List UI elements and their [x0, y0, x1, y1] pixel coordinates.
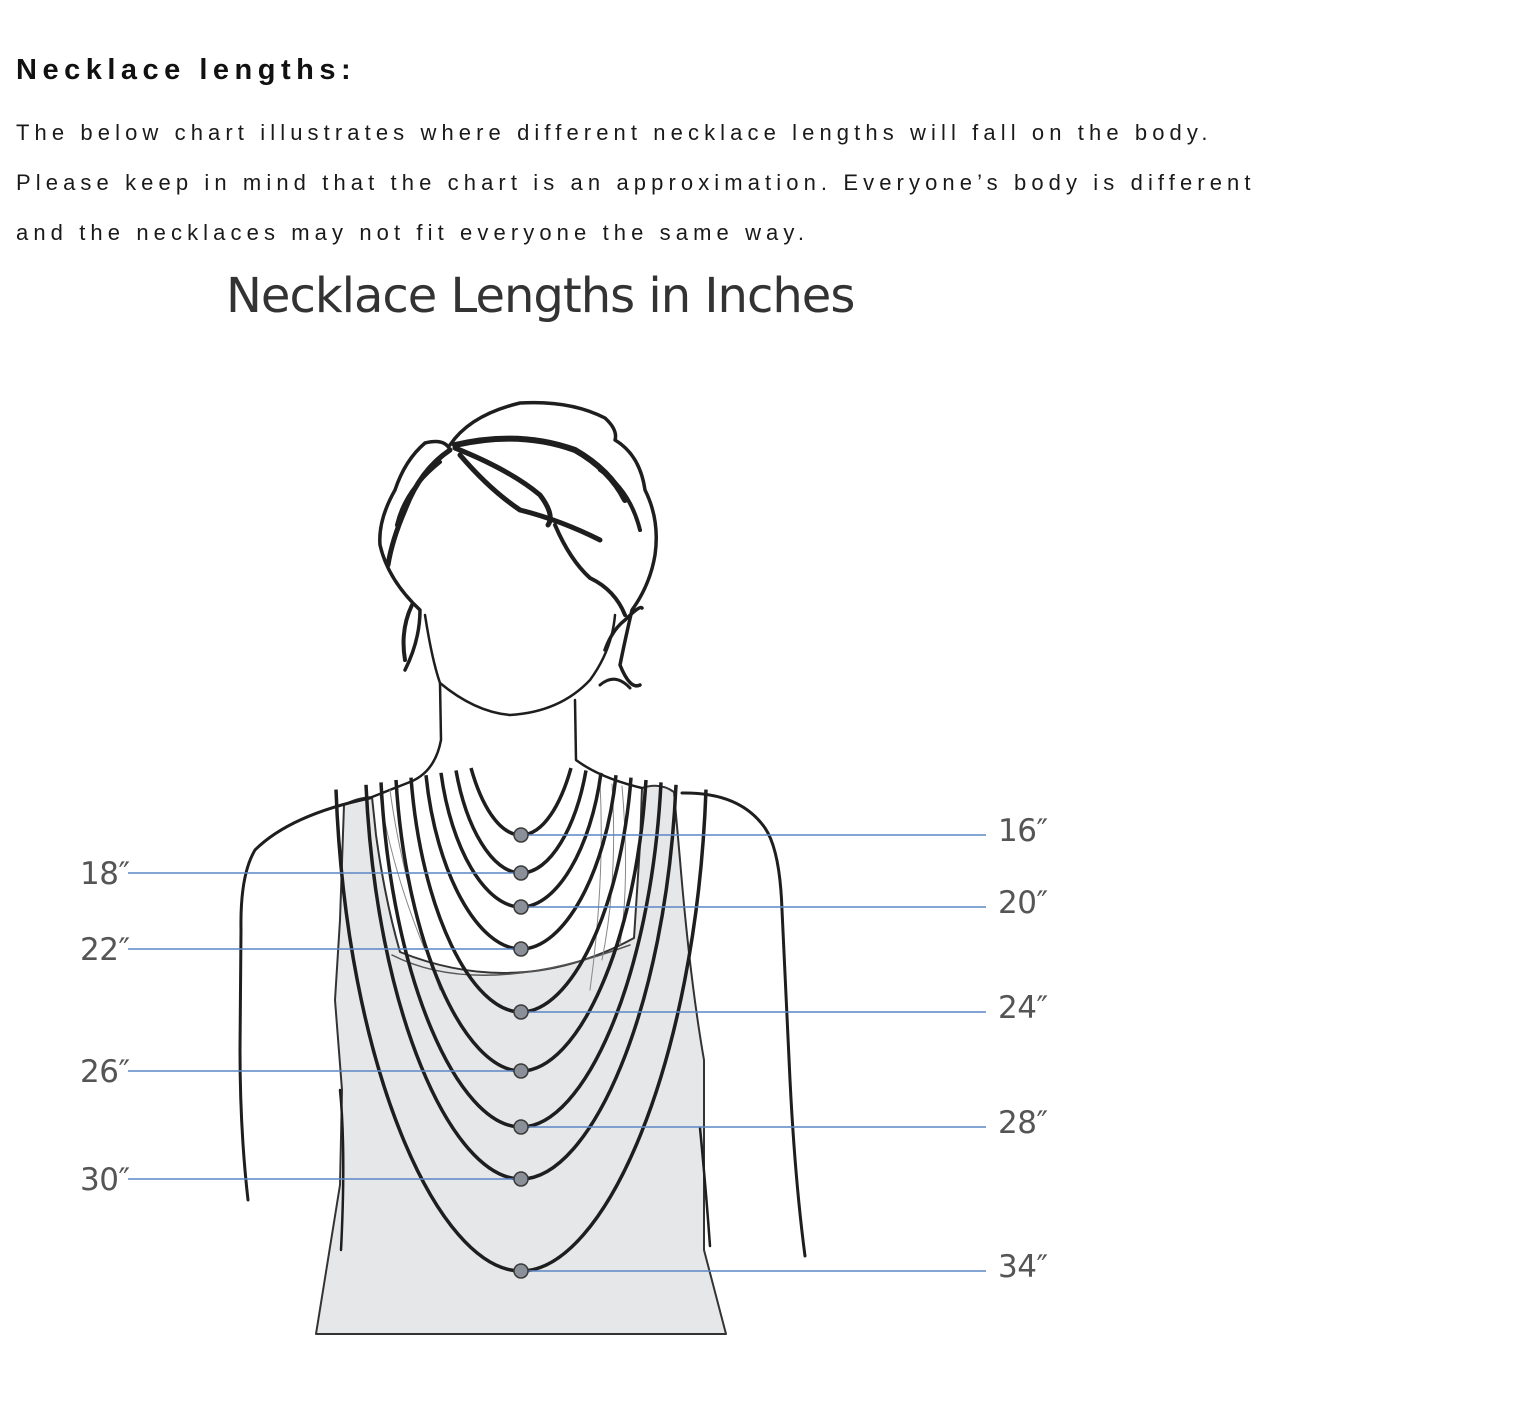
- description-line-1: The below chart illustrates where different necklace lengths will fall on the body.: [16, 120, 1213, 145]
- pendant-marker: [514, 900, 528, 914]
- length-label: 16″: [998, 813, 1048, 849]
- hair-strand: [460, 455, 600, 540]
- page-heading: Necklace lengths:: [16, 54, 357, 86]
- pendant-marker: [514, 1264, 528, 1278]
- necklace-strand: [426, 775, 616, 949]
- length-label: 30″: [80, 1162, 130, 1198]
- pendant-marker: [514, 1005, 528, 1019]
- hair-strand: [388, 450, 450, 565]
- hair-strand: [600, 679, 630, 688]
- pendant-marker: [514, 866, 528, 880]
- necklace-strand: [471, 768, 571, 835]
- length-label: 28″: [998, 1105, 1048, 1141]
- length-label: 22″: [80, 932, 130, 968]
- hair-strand: [600, 470, 640, 530]
- description-line-3: and the necklaces may not fit everyone the same way.: [16, 220, 810, 245]
- pendant-marker: [514, 1120, 528, 1134]
- neck-left: [372, 683, 441, 797]
- hair-strand: [555, 525, 625, 615]
- chart-title: Necklace Lengths in Inches: [226, 268, 855, 324]
- length-label: 34″: [998, 1249, 1048, 1285]
- hair-outline: [380, 403, 656, 686]
- length-label: 20″: [998, 885, 1048, 921]
- pendant-marker: [514, 828, 528, 842]
- length-label: 18″: [80, 856, 130, 892]
- length-label: 26″: [80, 1054, 130, 1090]
- pendant-marker: [514, 1064, 528, 1078]
- pendant-marker: [514, 1172, 528, 1186]
- face-outline: [425, 615, 615, 715]
- pendant-marker: [514, 942, 528, 956]
- length-label: 24″: [998, 990, 1048, 1026]
- description-line-2: Please keep in mind that the chart is an approximation. Everyone’s body is different: [16, 170, 1256, 195]
- hair-strand: [404, 605, 412, 660]
